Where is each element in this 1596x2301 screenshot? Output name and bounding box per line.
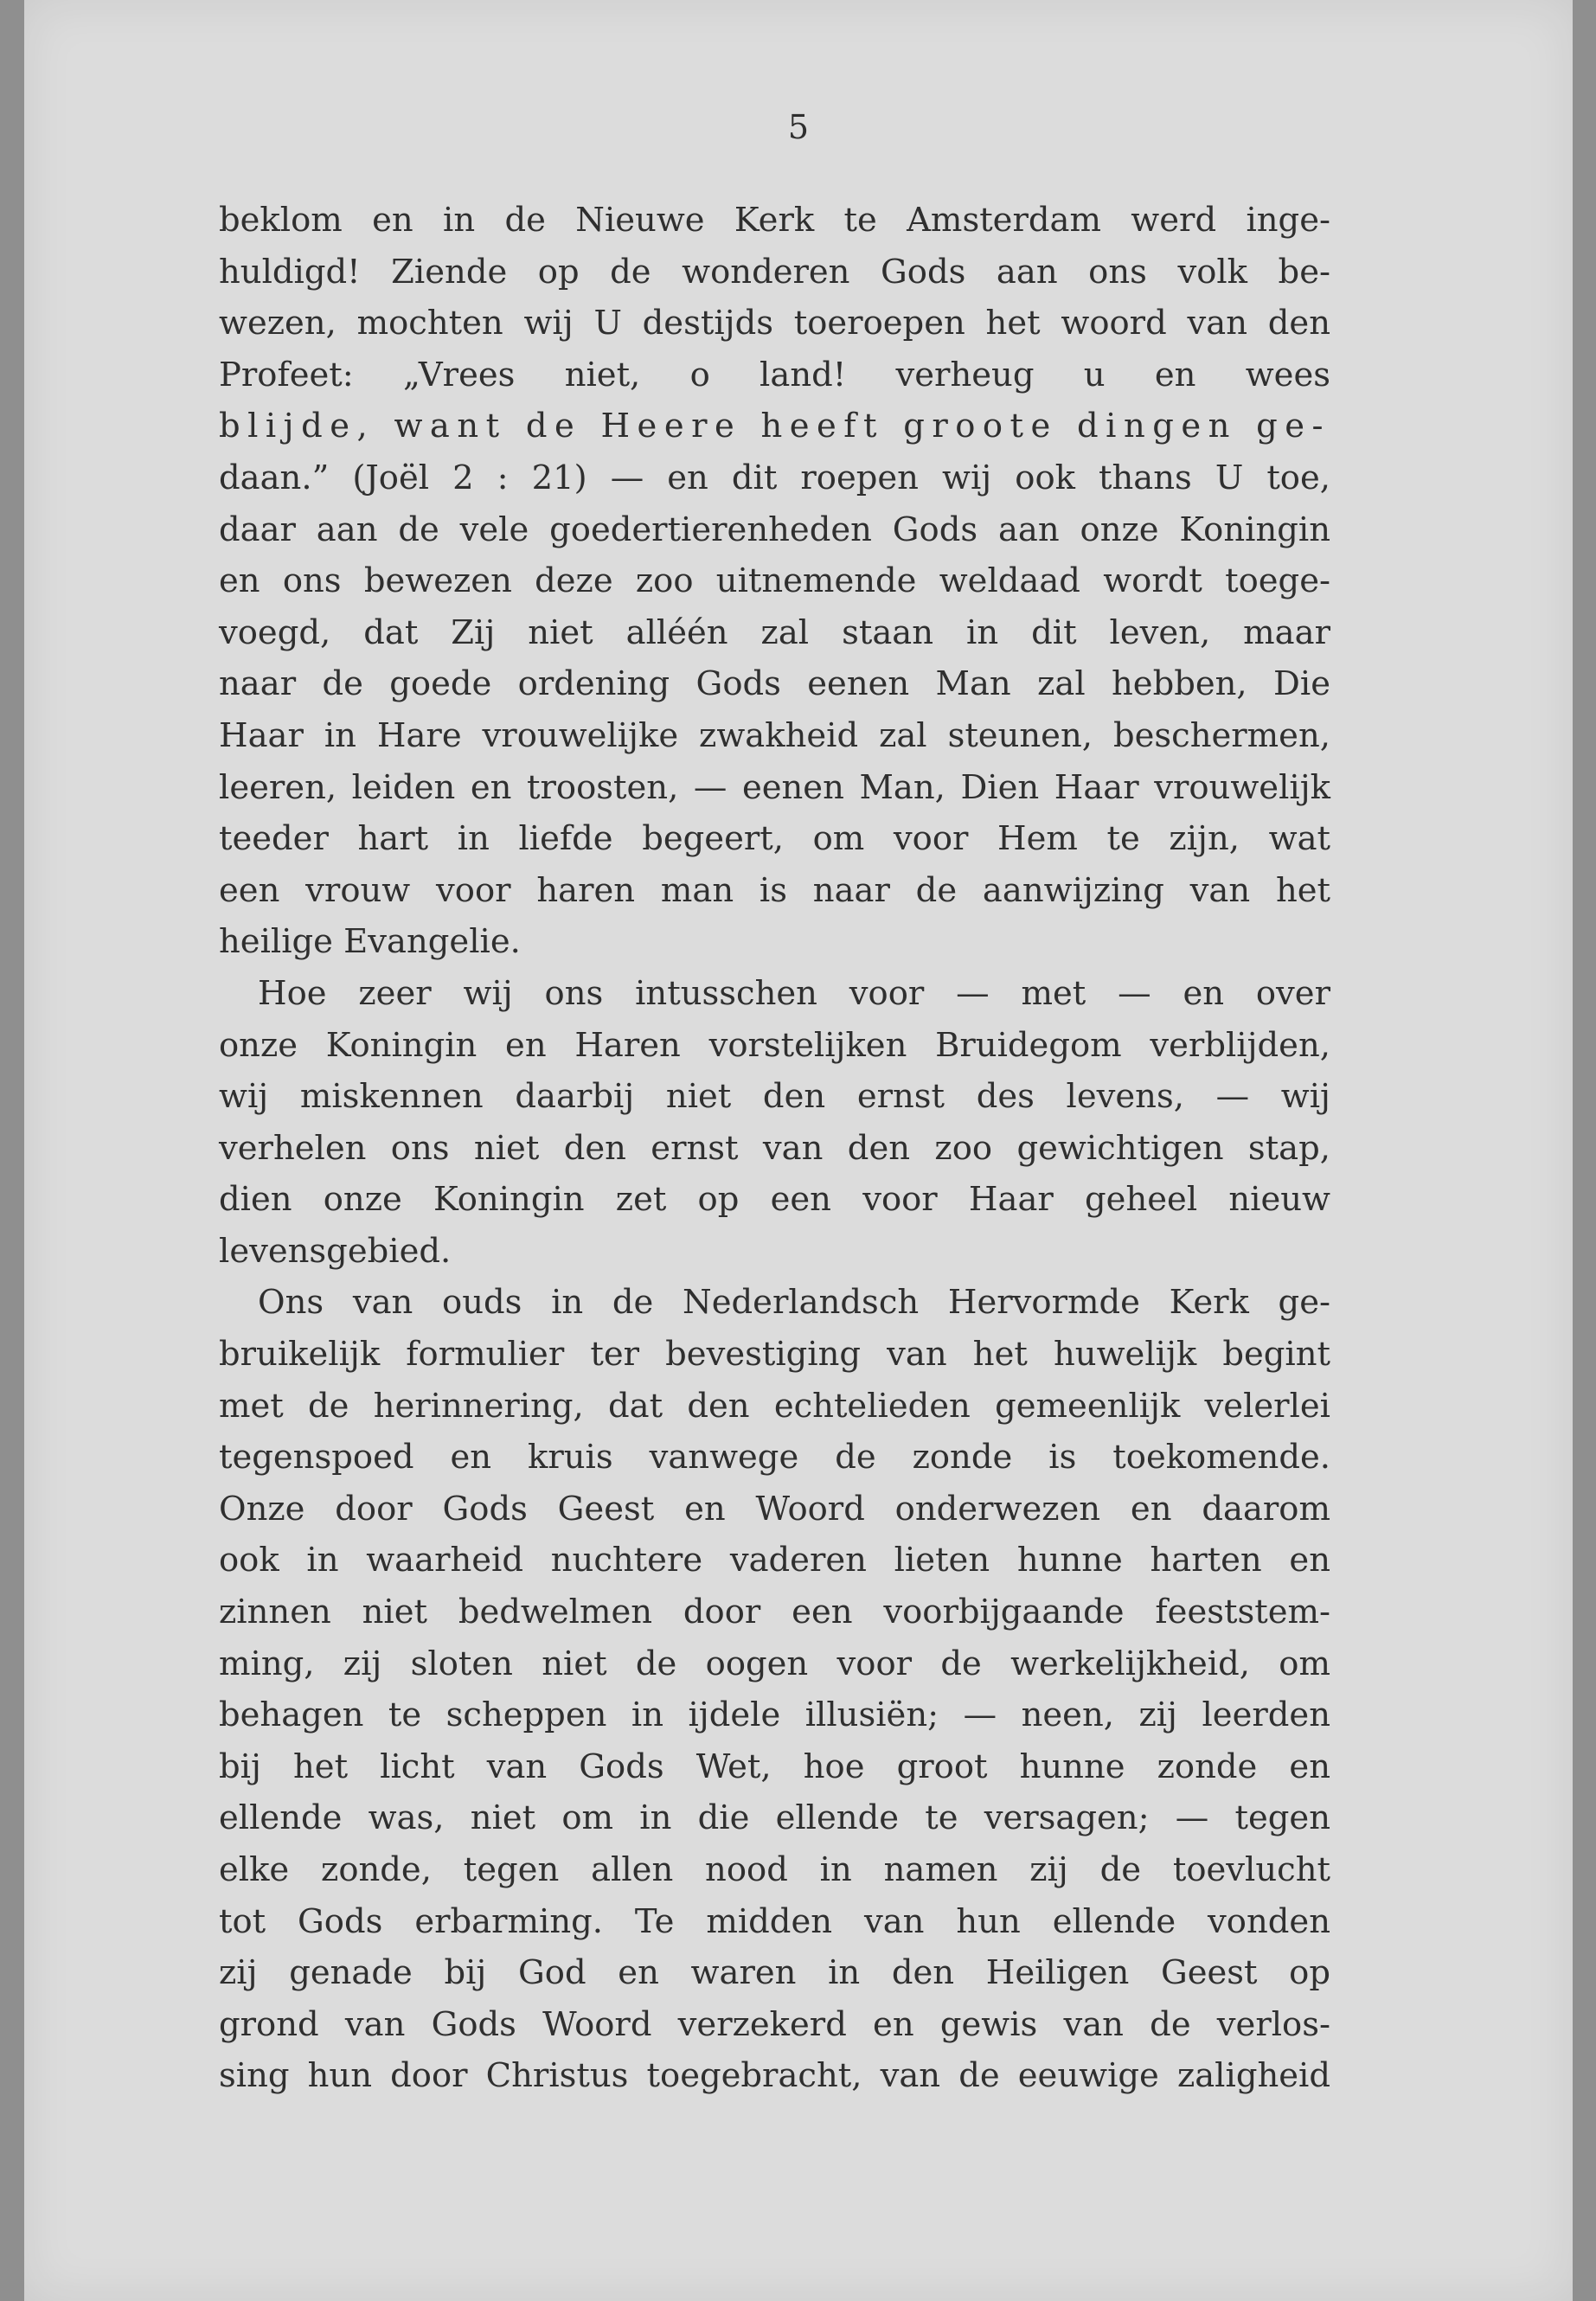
text-line: verhelen ons niet den ernst van den zoo gewichtigen stap, xyxy=(219,1128,1330,1168)
text-line: daar aan de vele goedertierenheden Gods aan onze Koningin xyxy=(219,510,1330,549)
text-line: zinnen niet bedwelmen door een voorbijgaande feeststem- xyxy=(219,1593,1330,1632)
text-line: tegenspoed en kruis vanwege de zonde is toekomende. xyxy=(219,1438,1330,1477)
text-line: beklom en in de Nieuwe Kerk te Amsterdam werd inge- xyxy=(219,201,1330,240)
text-line-spaced: blijde, want de Heere heeft groote dingen ge- xyxy=(219,407,1330,446)
book-page xyxy=(24,0,1573,2301)
text-line: naar de goede ordening Gods eenen Man zal hebben, Die xyxy=(219,664,1330,704)
text-line: bruikelijk formulier ter bevestiging van het huwelijk begint xyxy=(219,1335,1330,1375)
text-line: en ons bewezen deze zoo uitnemende weldaad wordt toege- xyxy=(219,561,1330,601)
text-line: sing hun door Christus toegebracht, van de eeuwige zaligheid xyxy=(219,2056,1330,2096)
text-line: Ons van ouds in de Nederlandsch Hervormde Kerk ge- xyxy=(258,1283,1330,1323)
text-line: daan.” (Joël 2 : 21) — en dit roepen wij ook thans U toe, xyxy=(219,458,1330,497)
text-line: Profeet: „Vrees niet, o land! verheug u en wees xyxy=(219,355,1330,394)
text-line: behagen te scheppen in ijdele illusiën; — neen, zij leerden xyxy=(219,1695,1330,1735)
text-line: met de herinnering, dat den echtelieden gemeenlijk velerlei xyxy=(219,1386,1330,1426)
text-line: ook in waarheid nuchtere vaderen lieten hunne harten en xyxy=(219,1541,1330,1580)
text-line: voegd, dat Zij niet alléén zal staan in dit leven, maar xyxy=(219,612,1330,652)
text-line: ming, zij sloten niet de oogen voor de werkelijkheid, om xyxy=(219,1644,1330,1683)
page-number: 5 xyxy=(787,108,810,146)
text-line: dien onze Koningin zet op een voor Haar geheel nieuw xyxy=(219,1180,1330,1220)
text-line: onze Koningin en Haren vorstelijken Bruidegom verblijden, xyxy=(219,1025,1330,1065)
text-line: leeren, leiden en troosten, — eenen Man, Dien Haar vrouwelijk xyxy=(219,767,1330,807)
text-line: wij miskennen daarbij niet den ernst des levens, — wij xyxy=(219,1077,1330,1117)
text-line: elke zonde, tegen allen nood in namen zij de toevlucht xyxy=(219,1850,1330,1889)
text-line: levensgebied. xyxy=(219,1231,452,1271)
text-line: een vrouw voor haren man is naar de aanwijzing van het xyxy=(219,870,1330,910)
text-line: tot Gods erbarming. Te midden van hun ellende vonden xyxy=(219,1901,1330,1941)
text-line: grond van Gods Woord verzekerd en gewis van de verlos- xyxy=(219,2004,1330,2044)
text-line: teeder hart in liefde begeert, om voor Hem te zijn, wat xyxy=(219,819,1330,859)
text-line: Onze door Gods Geest en Woord onderwezen en daarom xyxy=(219,1489,1330,1529)
text-line: ellende was, niet om in die ellende te versagen; — tegen xyxy=(219,1798,1330,1838)
text-line: wezen, mochten wij U destijds toeroepen het woord van den xyxy=(219,304,1330,343)
text-line: huldigd! Ziende op de wonderen Gods aan ons volk be- xyxy=(219,252,1330,292)
text-line: zij genade bij God en waren in den Heiligen Geest op xyxy=(219,1953,1330,1993)
text-line: bij het licht van Gods Wet, hoe groot hunne zonde en xyxy=(219,1747,1330,1786)
body-text xyxy=(219,195,1330,2102)
text-line: Hoe zeer wij ons intusschen voor — met — en over xyxy=(258,973,1330,1013)
text-line: heilige Evangelie. xyxy=(219,922,521,962)
text-line: Haar in Hare vrouwelijke zwakheid zal steunen, beschermen, xyxy=(219,715,1330,755)
